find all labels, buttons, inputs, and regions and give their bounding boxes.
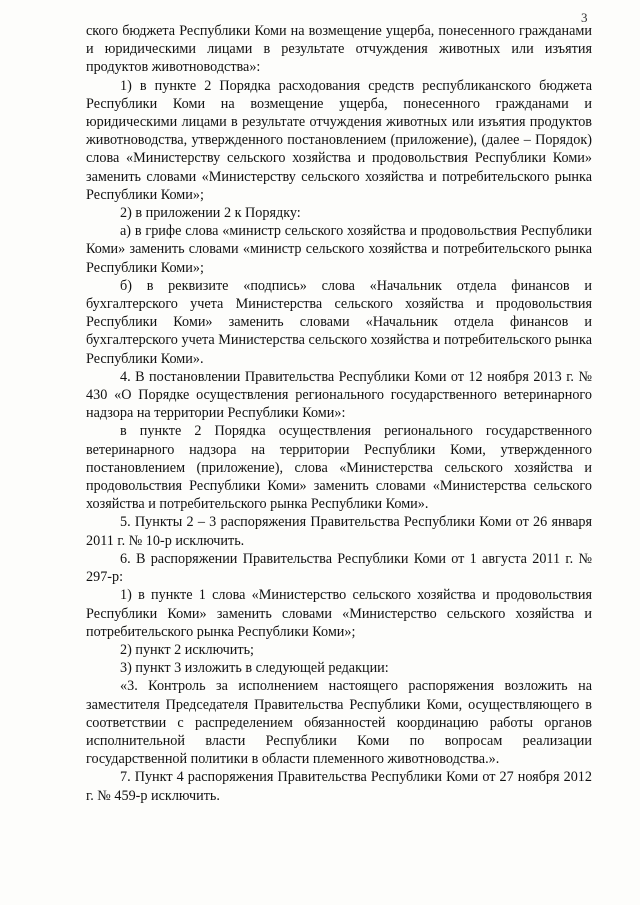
paragraph-section-6-item-2: 2) пункт 2 исключить; [120,641,254,658]
paragraph-section-6-item-1: 1) в пункте 1 слова «Министерство сельского хозяйства и продовольствия Республики Коми» заменить словами «Министерство сельского хозяйства и потребительского рынка Республики Коми»; [86,587,592,640]
paragraph-item-1: 1) в пункте 2 Порядка расходования средств республиканского бюджета Республики Коми на возмещение ущерба, понесенного гражданами и юридическими лицами в результате отчуждения животных или изъятия продуктов животноводства, утвержденного постановлением (приложение), (далее – Порядок) слова «Министерству сельского хозяйства и продовольствия Республики Коми» заменить словами «Министерству сельского хозяйства и потребительского рынка Республики Коми»; [86,77,592,203]
paragraph-section-5: 5. Пункты 2 – 3 распоряжения Правительства Республики Коми от 26 января 2011 г. № 10-р исключить. [86,514,592,549]
paragraph-section-6: 6. В распоряжении Правительства Республики Коми от 1 августа 2011 г. № 297-р: [86,550,592,586]
paragraph-subitem-b: б) в реквизите «подпись» слова «Начальник отдела финансов и бухгалтерского учета Министерства сельского хозяйства и продовольствия Республики Коми» заменить словами «Начальник отдела финансов и бухгалтерского учета Министерства сельского хозяйства и потребительского рынка Республики Коми». [86,277,592,367]
page-number: 3 [581,10,588,25]
paragraph-section-4: 4. В постановлении Правительства Республики Коми от 12 ноября 2013 г. № 430 «О Порядке осуществления регионального государственного ветеринарного надзора на территории Республики Коми»: [86,368,592,422]
document-body [86,22,592,805]
paragraph-continuation: ского бюджета Республики Коми на возмещение ущерба, понесенного гражданами и юридическими лицами в результате отчуждения животных или изъятия продуктов животноводства»: [86,23,592,76]
paragraph-item-2: 2) в приложении 2 к Порядку: [120,205,301,222]
paragraph-section-6-item-3: 3) пункт 3 изложить в следующей редакции: [120,660,389,677]
paragraph-section-7: 7. Пункт 4 распоряжения Правительства Республики Коми от 27 ноября 2012 г. № 459-р исключить. [86,769,592,804]
paragraph-quoted-text: «3. Контроль за исполнением настоящего распоряжения возложить на заместителя Председателя Правительства Республики Коми, осуществляющего в соответствии с распределением обязанностей координацию работы органов исполнительной власти Республики Коми по вопросам реализации государственной политики в области племенного животноводства.». [86,678,592,768]
paragraph-subitem-a: а) в грифе слова «министр сельского хозяйства и продовольствия Республики Коми» заменить словами «министр сельского хозяйства и потребительского рынка Республики Коми»; [86,223,592,276]
paragraph-section-4-body: в пункте 2 Порядка осуществления регионального государственного ветеринарного надзора на территории Республики Коми, утвержденного постановлением (приложение), слова «Министерства сельского хозяйства и продовольствия Республики Коми» заменить словами «Министерства сельского хозяйства и потребительского рынка Республики Коми». [86,423,592,513]
